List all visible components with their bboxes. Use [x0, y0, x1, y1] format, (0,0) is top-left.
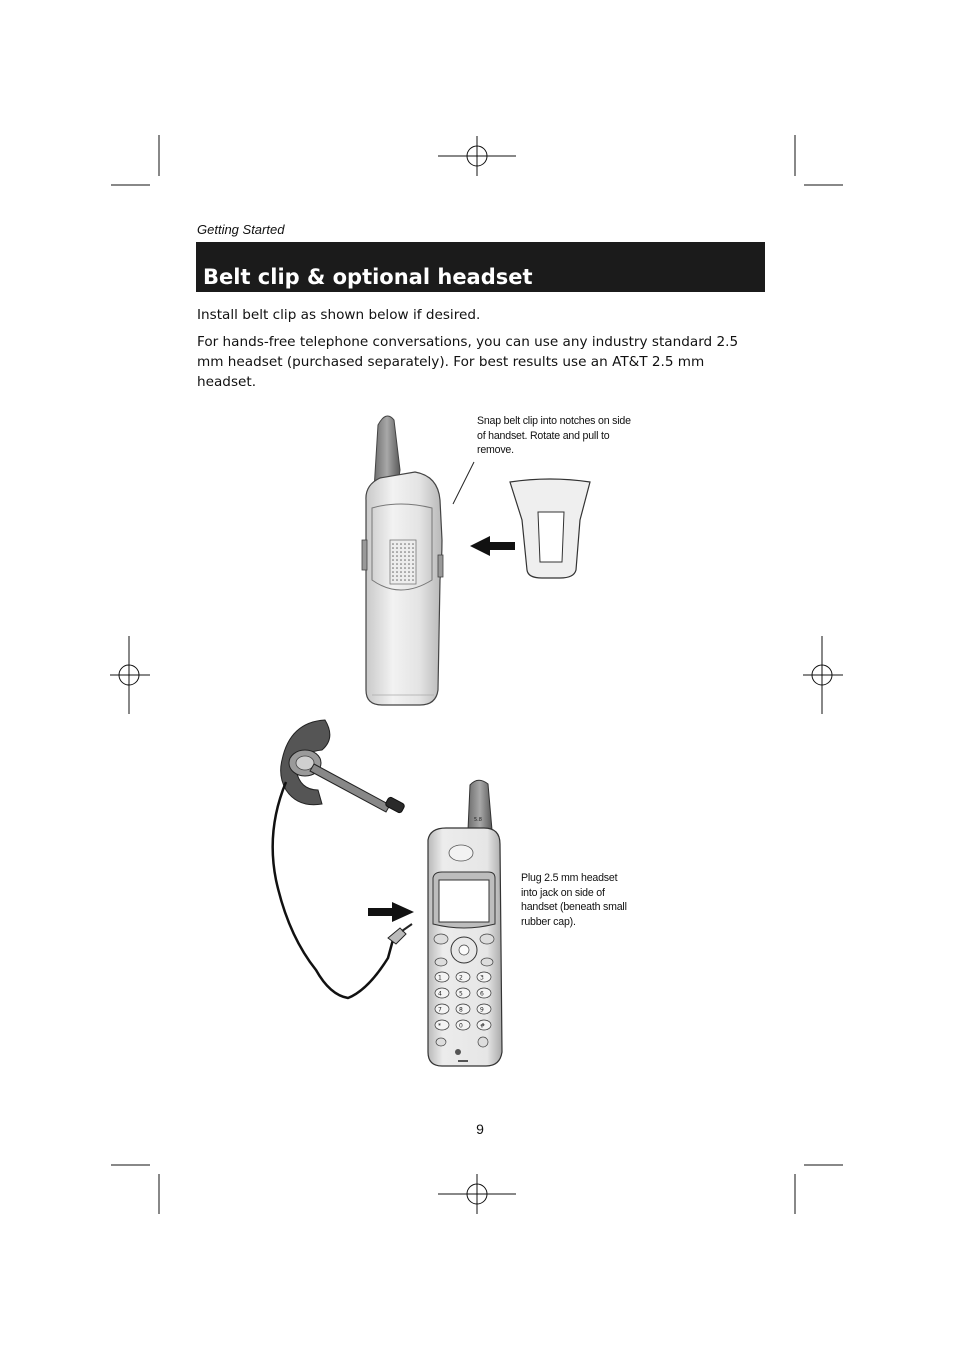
- keypad-key-label: 9: [480, 1006, 484, 1014]
- headset-cord: [273, 782, 394, 998]
- keypad-key-label: 5: [459, 990, 463, 998]
- caption-headset: Plug 2.5 mm headset into jack on side of handset (beneath small rubber cap).: [521, 872, 627, 928]
- keypad-key-label: 7: [438, 1006, 442, 1014]
- insert-arrow-headset: [368, 902, 414, 922]
- paragraph-belt-clip: Install belt clip as shown below if desired.: [197, 307, 481, 323]
- front-handset-screen: [439, 880, 489, 922]
- keypad-key-label: 4: [438, 990, 442, 998]
- keypad-key-label: 1: [438, 974, 442, 982]
- keypad-key-label: *: [438, 1022, 441, 1030]
- keypad-key-label: 8: [459, 1006, 463, 1014]
- antenna-mark: 5.8: [474, 817, 482, 823]
- keypad-key-label: #: [480, 1022, 486, 1030]
- keypad-key-label: 6: [480, 990, 484, 998]
- keypad-key-label: 3: [480, 974, 484, 982]
- page-number: 9: [476, 1121, 484, 1137]
- headset-boom-mic: [310, 764, 390, 812]
- caption-belt-clip: Snap belt clip into notches on side of handset. Rotate and pull to remove.: [477, 415, 631, 456]
- keypad-key-label: 2: [459, 974, 463, 982]
- page-title: Belt clip & optional headset: [203, 265, 533, 289]
- keypad-key-label: 0: [459, 1022, 463, 1030]
- paragraph-headset: For hands-free telephone conversations, you can use any industry standard 2.5 mm headset (purchased separately). For best results use an AT&T 2.5 mm headset.: [197, 334, 739, 390]
- section-label: Getting Started: [197, 222, 285, 237]
